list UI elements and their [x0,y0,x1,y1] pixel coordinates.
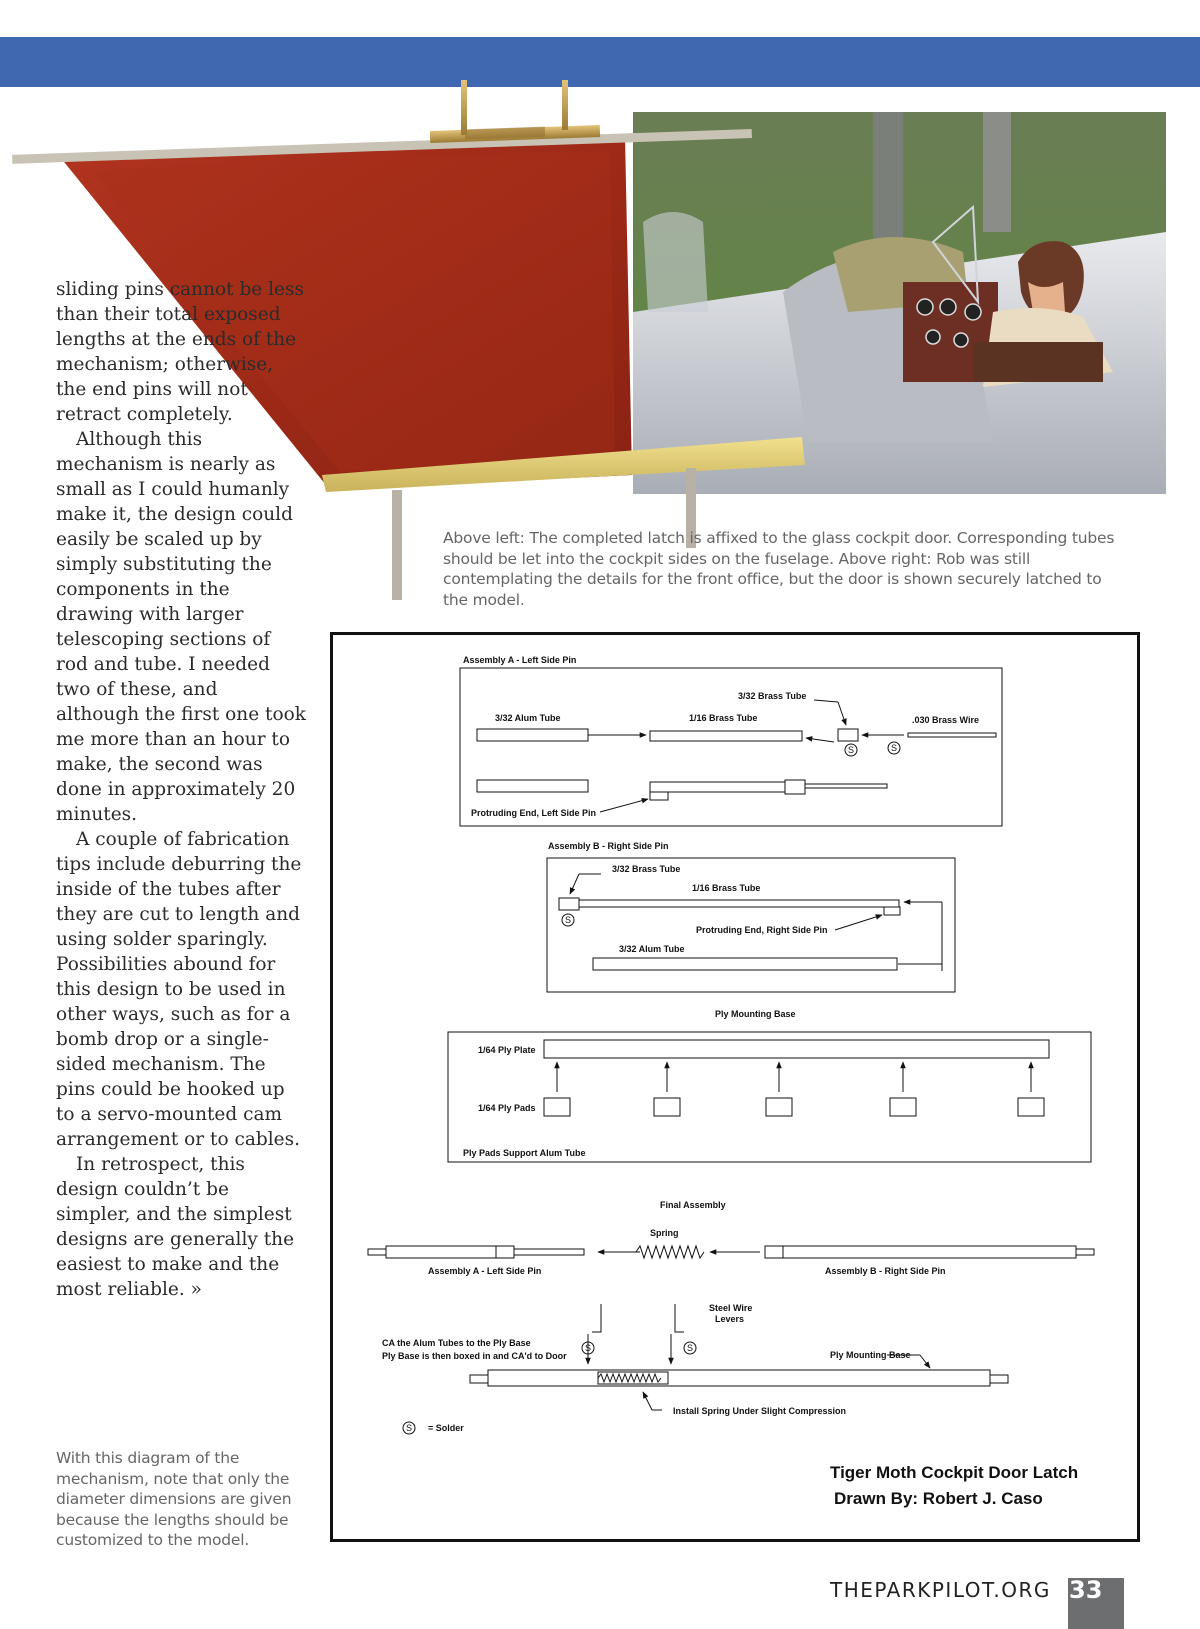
solder-symbol: S [890,743,898,753]
article-paragraph: Although this mechanism is nearly as small as I could humanly make it, the design could easily be scaled up by simply substituting the components in the drawing with larger telescoping sections of rod and tube. I needed two of these, and although the first one took me more than an hour to make, the second was done in approximately 20 minutes. [56,429,306,825]
solder-symbol: S [847,745,855,755]
label-ply-plate: 1/64 Ply Plate [478,1045,536,1055]
label-spring: Spring [650,1228,679,1238]
label-alum-tube-b: 3/32 Alum Tube [619,944,685,954]
article-paragraph: sliding pins cannot be less than their total exposed lengths at the ends of the mechanism; otherwise, the end pins will not retract completely. [56,279,304,425]
diagram-caption: With this diagram of the mechanism, note that only the diameter dimensions are given because the lengths should be customized to the model. [56,1449,292,1549]
label-levers-1: Steel Wire [709,1303,753,1313]
article-paragraph: A couple of fabrication tips include deburring the inside of the tubes after they are cut to length and using solder sparingly. Possibilities abound for this design to be used in other ways, such as for a bomb drop or a single-sided mechanism. The pins could be hooked up to a servo-mounted cam arrangement or to cables. [56,829,302,1150]
footer-site: THEPARKPILOT.ORG [830,1578,1051,1602]
solder-symbol: S [405,1423,413,1433]
label-final-left-pin: Assembly A - Left Side Pin [428,1266,542,1276]
label-levers-2: Levers [715,1314,745,1324]
assembly-a-title: Assembly A - Left Side Pin [463,655,577,665]
label-brass-tube-116-b: 1/16 Brass Tube [692,883,761,893]
solder-symbol: S [584,1343,592,1353]
solder-symbol: S [686,1343,694,1353]
assembly-b-title: Assembly B - Right Side Pin [548,841,669,851]
label-brass-wire: .030 Brass Wire [912,715,979,725]
label-alum-tube-a: 3/32 Alum Tube [495,713,561,723]
article-body [56,277,306,1302]
label-install-spring: Install Spring Under Slight Compression [673,1406,847,1416]
photo-caption: Above left: The completed latch is affixed to the glass cockpit door. Corresponding tubes should be let into the cockpit sides on the fuselage. Above right: Rob was still contemplating the details for the front office, but the door is shown securely latched to the model. [443,529,1115,609]
label-brass-tube-116-a: 1/16 Brass Tube [689,713,758,723]
article-paragraph: In retrospect, this design couldn’t be simpler, and the simplest designs are generally the easiest to make and the most reliable. » [56,1154,295,1300]
page-number: 33 [1068,1578,1124,1629]
final-assembly-title: Final Assembly [660,1200,726,1210]
solder-symbol: S [564,915,572,925]
label-ply-pads: 1/64 Ply Pads [478,1103,536,1113]
label-ca-note-2: Ply Base is then boxed in and CA'd to Door [382,1351,567,1361]
latch-diagram [330,632,1140,1542]
drawn-by: Drawn By: Robert J. Caso [834,1489,1043,1508]
label-ca-note-1: CA the Alum Tubes to the Ply Base [382,1338,531,1348]
label-protruding-right: Protruding End, Right Side Pin [696,925,828,935]
label-ply-support: Ply Pads Support Alum Tube [463,1148,586,1158]
label-final-mounting-base: Ply Mounting Base [830,1350,911,1360]
ply-base-title: Ply Mounting Base [715,1009,796,1019]
label-solder-legend: = Solder [428,1423,464,1433]
drawing-title: Tiger Moth Cockpit Door Latch [830,1463,1079,1482]
label-protruding-left: Protruding End, Left Side Pin [471,808,596,818]
label-final-right-pin: Assembly B - Right Side Pin [825,1266,946,1276]
label-brass-tube-332-a: 3/32 Brass Tube [738,691,807,701]
label-brass-tube-332-b: 3/32 Brass Tube [612,864,681,874]
